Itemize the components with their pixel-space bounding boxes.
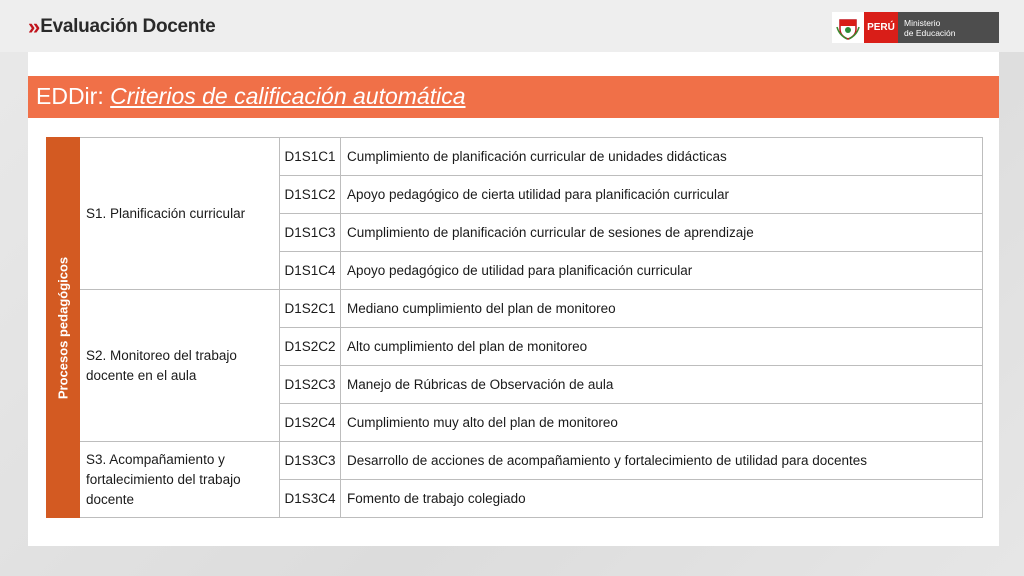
title-bar <box>28 76 999 118</box>
criterion-code: D1S1C2 <box>280 176 341 214</box>
process-label: Procesos pedagógicos <box>55 256 71 399</box>
criterion-code: D1S1C4 <box>280 252 341 290</box>
criterion-description: Manejo de Rúbricas de Observación de aula <box>341 366 983 404</box>
criterion-description: Alto cumplimiento del plan de monitoreo <box>341 328 983 366</box>
brand-logo <box>28 14 215 40</box>
criterion-code: D1S2C2 <box>280 328 341 366</box>
brand-title: Evaluación Docente <box>40 16 216 37</box>
criterion-code: D1S2C3 <box>280 366 341 404</box>
criterion-code: D1S1C1 <box>280 138 341 176</box>
criterion-description: Cumplimiento muy alto del plan de monitoreo <box>341 404 983 442</box>
criterion-description: Mediano cumplimiento del plan de monitoreo <box>341 290 983 328</box>
criterion-code: D1S2C1 <box>280 290 341 328</box>
criterion-code: D1S1C3 <box>280 214 341 252</box>
criterion-code: D1S2C4 <box>280 404 341 442</box>
ministry-line-1: Ministerio <box>904 18 941 28</box>
title-link[interactable]: Criterios de calificación automática <box>110 83 466 109</box>
subprocess-cell: S3. Acompañamiento y fortalecimiento del trabajo docente <box>80 442 280 518</box>
criteria-table-wrapper <box>46 137 983 518</box>
criteria-table <box>46 137 983 518</box>
peru-crest-icon <box>832 12 864 43</box>
ministry-name <box>898 12 999 43</box>
top-bar <box>0 0 1024 52</box>
ministry-logo <box>832 12 999 43</box>
title-prefix: EDDir: <box>36 83 111 109</box>
table-row <box>47 138 983 176</box>
table-row <box>47 290 983 328</box>
ministry-line-2: de Educación <box>904 28 956 38</box>
subprocess-cell: S1. Planificación curricular <box>80 138 280 290</box>
table-row <box>47 442 983 480</box>
brand-arrows: » <box>28 14 37 39</box>
criterion-description: Apoyo pedagógico de utilidad para planificación curricular <box>341 252 983 290</box>
slide-title <box>36 83 466 110</box>
criterion-description: Desarrollo de acciones de acompañamiento y fortalecimiento de utilidad para docentes <box>341 442 983 480</box>
country-label: PERÚ <box>864 12 898 43</box>
criterion-description: Cumplimiento de planificación curricular de sesiones de aprendizaje <box>341 214 983 252</box>
criterion-description: Apoyo pedagógico de cierta utilidad para planificación curricular <box>341 176 983 214</box>
process-cell <box>47 138 80 518</box>
subprocess-cell: S2. Monitoreo del trabajo docente en el aula <box>80 290 280 442</box>
criterion-description: Fomento de trabajo colegiado <box>341 480 983 518</box>
criterion-code: D1S3C4 <box>280 480 341 518</box>
criterion-description: Cumplimiento de planificación curricular de unidades didácticas <box>341 138 983 176</box>
criterion-code: D1S3C3 <box>280 442 341 480</box>
